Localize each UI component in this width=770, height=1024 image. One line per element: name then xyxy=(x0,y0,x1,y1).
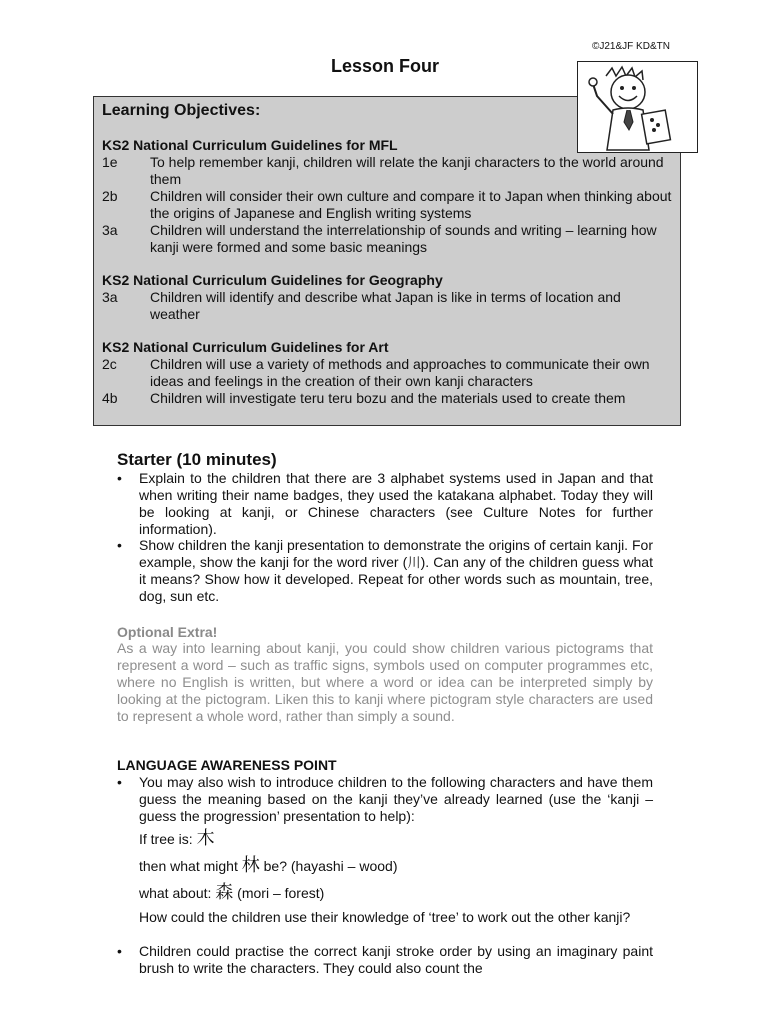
teacher-mascot-icon xyxy=(578,62,697,152)
forest-suffix: (mori – forest) xyxy=(237,885,325,901)
objective-code: 3a xyxy=(102,289,118,305)
list-item xyxy=(117,537,653,605)
list-item xyxy=(117,943,653,977)
optional-extra-text: As a way into learning about kanji, you could show children various pictograms that represent a word – such as traffic signs, symbols used on computer programmes etc, where no English is written, but where a word or idea can be interpreted simply by looking at the pictogram. Liken this to kanji where pictogram style characters are used to represent a whole word, rather than simply a sound. xyxy=(117,640,653,724)
list-item xyxy=(117,774,653,825)
objective-text: Children will consider their own culture and compare it to Japan when thinking about the origins of Japanese and English writing systems xyxy=(150,188,672,221)
tree-prefix: If tree is: xyxy=(139,831,193,847)
objective-item xyxy=(102,188,672,222)
language-awareness-heading: LANGUAGE AWARENESS POINT xyxy=(117,757,337,773)
objective-text: Children will understand the interrelationship of sounds and writing – learning how kanji were formed and some basic meanings xyxy=(150,222,657,255)
bullet-icon: • xyxy=(117,470,122,486)
mfl-guidelines-title: KS2 National Curriculum Guidelines for MFL xyxy=(102,137,398,153)
optional-extra-heading: Optional Extra! xyxy=(117,624,218,640)
objective-text: Children will investigate teru teru bozu and the materials used to create them xyxy=(150,390,626,406)
wood-suffix: be? (hayashi – wood) xyxy=(263,858,398,874)
objective-item xyxy=(102,154,672,188)
starter-bullet-text: Explain to the children that there are 3 alphabet systems used in Japan and that when writing their name badges, they used the katakana alphabet. Today they will be looking at kanji, or Chinese characters (see Culture Notes for further information). xyxy=(139,470,653,537)
starter-bullet-part: ). Can any of the children guess what it means? Show how it developed. Repeat for other words such as mountain, tree, dog, sun etc. xyxy=(139,554,653,604)
objective-item xyxy=(102,390,672,407)
objective-code: 2b xyxy=(102,188,118,204)
starter-heading: Starter (10 minutes) xyxy=(117,450,277,469)
objectives-heading: Learning Objectives: xyxy=(102,102,261,119)
wood-kanji-line xyxy=(139,857,398,875)
bullet-icon: • xyxy=(117,537,122,553)
objective-text: To help remember kanji, children will relate the kanji characters to the world around them xyxy=(150,154,664,187)
page-title: Lesson Four xyxy=(330,56,439,76)
objective-code: 4b xyxy=(102,390,118,406)
forest-prefix: what about: xyxy=(139,885,212,901)
wood-prefix: then what might xyxy=(139,858,238,874)
objective-code: 3a xyxy=(102,222,118,238)
objective-item xyxy=(102,356,672,390)
tree-kanji-line xyxy=(139,830,215,848)
objective-text: Children will identify and describe what Japan is like in terms of location and weather xyxy=(150,289,621,322)
starter-bullet-part: Show children the kanji presentation to demonstrate the origins of certain kanji. For example, show the kanji for the word river ( xyxy=(139,537,653,570)
list-item xyxy=(117,470,653,538)
kanji-question: How could the children use their knowledge of ‘tree’ to work out the other kanji? xyxy=(139,909,631,925)
starter-bullet-text xyxy=(139,537,653,605)
language-bullet-text: Children could practise the correct kanji stroke order by using an imaginary paint brush to write the characters. They could also count the xyxy=(139,943,653,976)
copyright-notice: ©J21&JF KD&TN xyxy=(592,41,670,52)
objective-code: 2c xyxy=(102,356,117,372)
language-bullet-text: You may also wish to introduce children to the following characters and have them guess the meaning based on the kanji they’ve already learned (use the ‘kanji – guess the progression’ presentation to help): xyxy=(139,774,653,824)
art-guidelines-title: KS2 National Curriculum Guidelines for Art xyxy=(102,339,389,355)
bullet-icon: • xyxy=(117,943,122,959)
forest-kanji: 森 xyxy=(215,882,234,903)
objective-item xyxy=(102,289,672,323)
tree-kanji: 木 xyxy=(196,828,215,849)
forest-kanji-line xyxy=(139,884,324,902)
objective-code: 1e xyxy=(102,154,118,170)
objective-text: Children will use a variety of methods and approaches to communicate their own ideas and feelings in the creation of their own kanji characters xyxy=(150,356,650,389)
wood-kanji: 林 xyxy=(241,855,260,876)
mascot-illustration xyxy=(577,61,698,153)
river-kanji: 川 xyxy=(407,555,421,570)
geography-guidelines-title: KS2 National Curriculum Guidelines for Geography xyxy=(102,272,443,288)
bullet-icon: • xyxy=(117,774,122,790)
objective-item xyxy=(102,222,672,256)
